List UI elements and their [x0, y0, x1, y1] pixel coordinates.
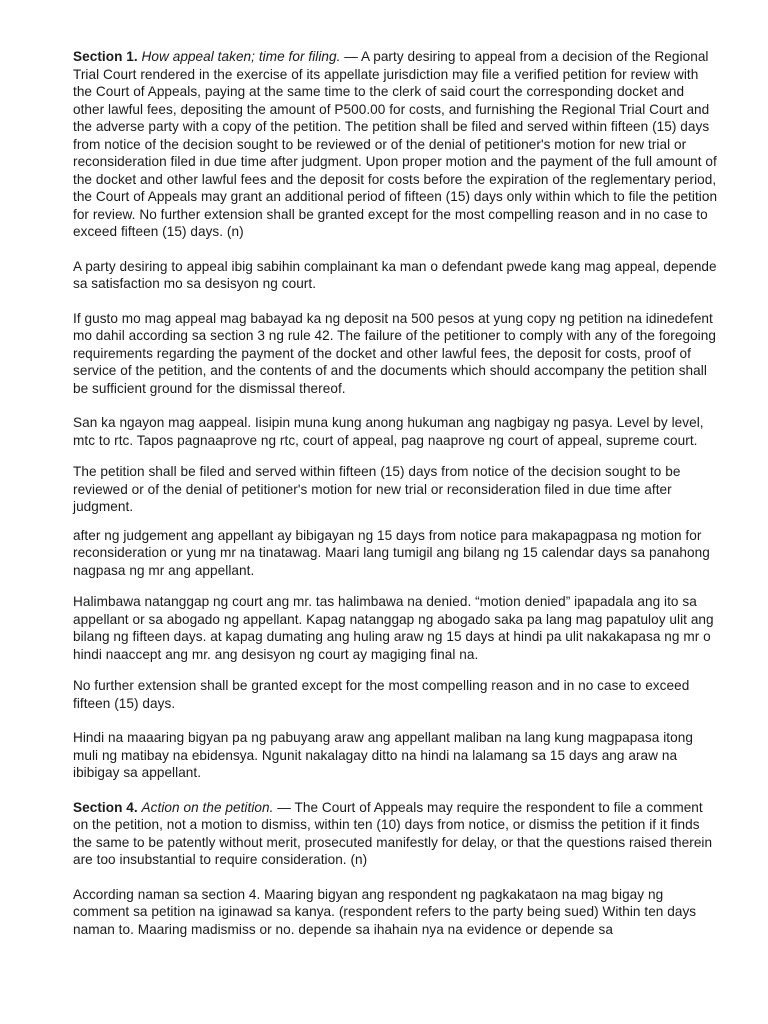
paragraph-where-to-appeal: San ka ngayon mag aappeal. Iisipin muna kung anong hukuman ang nagbigay ng pasya. Level by level, mtc to rtc. Tapos pagnaaprove ng rtc, court of appeal, pag naaprove ng court of appeal, supreme court.	[73, 415, 704, 448]
section-1-heading: Section 1.	[73, 49, 138, 64]
section-1-title: How appeal taken; time for filing.	[141, 49, 341, 64]
document-page	[73, 48, 718, 938]
paragraph-according-section-4: According naman sa section 4. Maaring bigyan ang respondent ng pagkakataon na mag bigay ng comment sa petition na iginawad sa kanya. (respondent refers to the party being sued) Within ten days naman to. Maaring madismiss or no. depende sa ihahain nya na evidence or depende sa	[73, 886, 697, 937]
paragraph-petition-filed: The petition shall be filed and served within fifteen (15) days from notice of the decision sought to be reviewed or of the denial of petitioner's motion for new trial or reconsideration filed in due time after judgment.	[73, 464, 681, 514]
paragraph-deposit: If gusto mo mag appeal mag babayad ka ng deposit na 500 pesos at yung copy ng petition na idinedefent mo dahil according sa section 3 ng rule 42. The failure of the petitioner to comply with any of the foregoing requirements regarding the payment of the docket and other lawful fees, the deposit for costs, proof of service of the petition, and the contents of and the documents which should accompany the petition shall be sufficient ground for the dismissal thereof.	[73, 310, 716, 396]
section-4-body: — The Court of Appeals may require the respondent to file a comment on the petition, not a motion to dismiss, within ten (10) days from notice, or dismiss the petition if it finds the same to be patently without merit, prosecuted manifestly for delay, or that the questions raised therein are too insubstantial to require consideration. (n)	[73, 799, 713, 867]
section-4-paragraph	[73, 799, 718, 869]
paragraph-hindi-maaaring: Hindi na maaaring bigyan pa ng pabuyang araw ang appellant maliban na lang kung magpapasa itong muli ng matibay na ebidensya. Ngunit nakalagay ditto na hindi na lalamang sa 15 days ang araw na ibibigay sa appellant.	[73, 730, 693, 780]
paragraph-example-mr: Halimbawa natanggap ng court ang mr. tas halimbawa na denied. “motion denied” ipapadala ang ito sa appellant or sa abogado ng appellant. Kapag natanggap ng abogado saka pa lang mag papatuloy ulit ang bilang ng fifteen days. at kapag dumating ang huling araw ng 15 days at hindi pa ulit nakakapasa ng mr o hindi naaccept ang mr. ang desisyon ng court ay magiging final na.	[73, 594, 714, 662]
section-4-heading: Section 4.	[73, 799, 138, 815]
section-1-paragraph	[73, 48, 718, 241]
section-4-title: Action on the petition.	[141, 799, 274, 815]
paragraph-after-judgement: after ng judgement ang appellant ay bibigayan ng 15 days from notice para makapagpasa ng motion for reconsideration or yung mr na tinatawag. Maari lang tumigil ang bilang ng 15 calendar days sa panahong nagpasa ng mr ang appellant.	[73, 527, 710, 578]
section-1-body: — A party desiring to appeal from a decision of the Regional Trial Court rendered in the exercise of its appellate jurisdiction may file a verified petition for review with the Court of Appeals, paying at the same time to the clerk of said court the corresponding docket and other lawful fees, depositing the amount of P500.00 for costs, and furnishing the Regional Trial Court and the adverse party with a copy of the petition. The petition shall be filed and served within fifteen (15) days from notice of the decision sought to be reviewed or of the denial of petitioner's motion for new trial or reconsideration filed in due time after judgment. Upon proper motion and the payment of the full amount of the docket and other lawful fees and the deposit for costs before the expiration of the reglementary period, the Court of Appeals may grant an additional period of fifteen (15) days only within which to file the petition for review. No further extension shall be granted except for the most compelling reason and in no case to exceed fifteen (15) days. (n)	[73, 49, 718, 239]
paragraph-no-extension: No further extension shall be granted except for the most compelling reason and in no case to exceed fifteen (15) days.	[73, 678, 690, 711]
paragraph-party-desiring: A party desiring to appeal ibig sabihin complainant ka man o defendant pwede kang mag appeal, depende sa satisfaction mo sa desisyon ng court.	[73, 258, 717, 291]
